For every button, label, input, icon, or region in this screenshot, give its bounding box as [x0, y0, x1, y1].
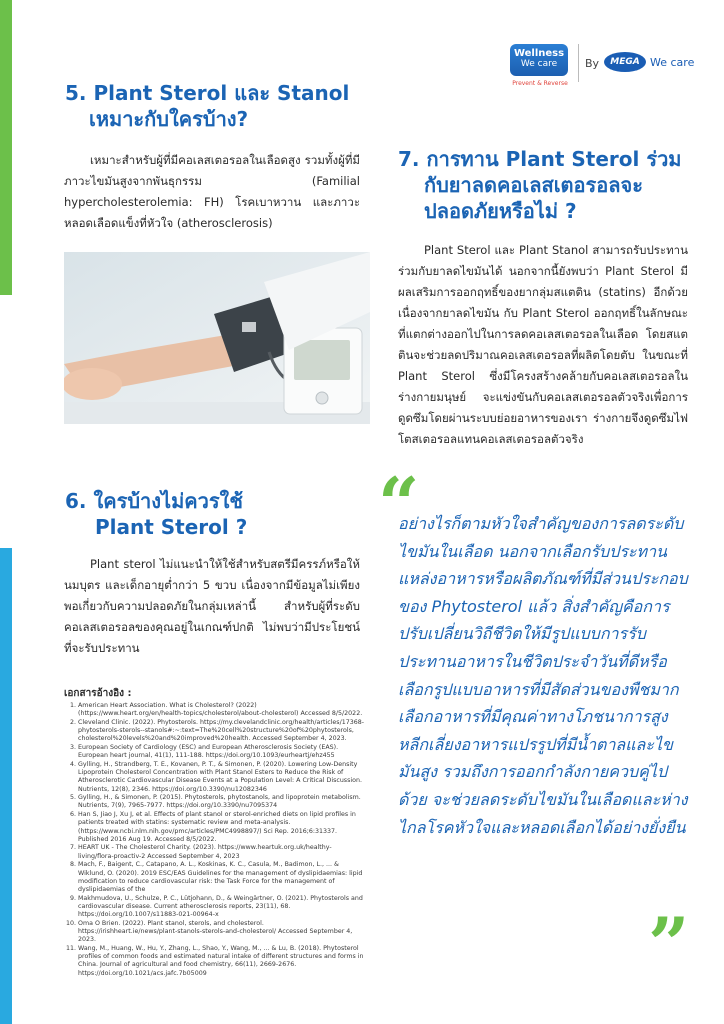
- reference-item: 7. HEART UK - The Cholesterol Charity. (2023). https://www.heartuk.org.uk/healthy-living/flora-proactiv-2 Accessed September 4, 2023: [78, 844, 364, 860]
- blue-side-bar: [0, 548, 12, 1024]
- references-list: [64, 702, 364, 978]
- reference-item: 8. Mach, F., Baigent, C., Catapano, A. L., Koskinas, K. C., Casula, M., Badimon, L., ... & Wiklund, O. (2020). 2019 ESC/EAS Guidelines for the management of dyslipidaemias: lipid modification to reduce cardiovascular risk: the Task Force for the management of dyslipidaemias of the: [78, 861, 364, 894]
- section7-title-line3: ปลอดภัยหรือไม่ ?: [424, 199, 577, 223]
- logo-by: By: [585, 57, 600, 70]
- reference-item: 11. Wang, M., Huang, W., Hu, Y., Zhang, L., Shao, Y., Wang, M., ... & Lu, B. (2018). Phytosterol profiles of common foods and estimated natural intake of different structures and forms in China. Journal of agricultural and food chemistry, 66(11), 2669-2676. https://doi.org/10.1021/acs.jafc.7b05009: [78, 945, 364, 978]
- section5-title-line2: เหมาะกับใครบ้าง?: [89, 107, 249, 131]
- reference-item: 4. Gylling, H., Strandberg, T. E., Kovanen, P. T., & Simonen, P. (2020). Lowering Low-Density Lipoprotein Cholesterol Concentration with Plant Stanol Esters to Reduce the Risk of Atherosclerotic Cardiovascular Disease Events at a Population Level: A Critical Discussion. Nutrients, 12(8), 2346. https://doi.org/10.3390/nu12082346: [78, 761, 364, 794]
- references-title: เอกสารอ้างอิง :: [64, 688, 132, 699]
- section6-title-line1: 6. ใครบ้างไม่ควรใช้: [65, 489, 243, 513]
- reference-item: 3. European Society of Cardiology (ESC) and European Atherosclerosis Society (EAS). European heart journal, 41(1), 111-188. https://doi.org/10.1093/eurheartj/ehz455: [78, 744, 364, 760]
- section7-title: [398, 146, 698, 224]
- reference-item: 6. Han S, Jiao J, Xu J, et al. Effects of plant stanol or sterol-enriched diets on lipid profiles in patients treated with statins: systematic review and meta-analysis. (https://www.ncbi.nlm.nih.gov/pmc/articles/PMC4998897/) Sci Rep. 2016;6:31337. Published 2016 Aug 19. Accessed 8/5/2022.: [78, 811, 364, 844]
- quote-close-icon: ”: [648, 901, 690, 986]
- logo-line1: Wellness: [513, 48, 565, 59]
- logo-line2: We care: [520, 59, 558, 69]
- quote-open-icon: “: [378, 461, 420, 546]
- logo-tagline: Prevent & Reverse: [512, 80, 568, 87]
- blood-pressure-illustration: [64, 252, 370, 424]
- section7-body: Plant Sterol และ Plant Stanol สามารถรับประทานร่วมกับยาลดไขมันได้ นอกจากนี้ยังพบว่า Plant Sterol มีผลเสริมการออกฤทธิ์ของยากลุ่มสแตติน (statins) อีกด้วย เนื่องจากยาลดไขมัน กับ Plant Sterol ออกฤทธิ์ในลักษณะที่แตกต่างออกไปในการลดคอเลสเตอรอลในเลือด โดยสแตตินจะช่วยลดปริมาณคอเลสเตอรอลที่ผลิตโดยตับ ในขณะที่ Plant Sterol ซึ่งมีโครงสร้างคล้ายกับคอเลสเตอรอลในร่างกายมนุษย์ จะแข่งขันกับคอเลสเตอรอลตัวจริงเพื่อการดูดซึมโดยผ่านระบบย่อยอาหารของเรา ร่างกายจึงดูดซึมไฟโตสเตอรอลแทนคอเลสเตอรอลตัวจริง: [398, 243, 688, 446]
- mega-logo: MEGA: [604, 52, 646, 72]
- section6-body: Plant sterol ไม่แนะนำให้ใช้สำหรับสตรีมีครรภ์หรือให้นมบุตร และเด็กอายุต่ำกว่า 5 ขวบ เนื่องจากมีข้อมูลไม่เพียงพอเกี่ยวกับความปลอดภัยในกลุ่มเหล่านี้ สำหรับผู้ที่ระดับคอเลสเตอรอลของคุณอยู่ในเกณฑ์ปกติ ไม่พบว่ามีประโยชน์ที่จะรับประทาน: [64, 557, 360, 655]
- blood-pressure-photo: [64, 252, 370, 424]
- section7-title-line1: 7. การทาน Plant Sterol ร่วม: [398, 147, 682, 171]
- section6-title: [65, 488, 365, 540]
- quote-text: อย่างไรก็ตามหัวใจสำคัญของการลดระดับไขมันในเลือด นอกจากเลือกรับประทานแหล่งอาหารหรือผลิตภัณฑ์ที่มีส่วนประกอบของ Phytosterol แล้ว สิ่งสำคัญคือการปรับเปลี่ยนวิถีชีวิตให้มีรูปแบบการรับประทานอาหารในชีวิตประจำวันที่ดีหรือเลือกรูปแบบอาหารที่มีสัดส่วนของพืชมากเลือกอาหารที่มีคุณค่าทางโภชนาการสูง หลีกเลี่ยงอาหารแปรรูปที่มีน้ำตาลและไขมันสูง รวมถึงการออกกำลังกายควบคู่ไปด้วย จะช่วยลดระดับไขมันในเลือดและห่างไกลโรคหัวใจและหลอดเลือกได้อย่างยั่งยืน: [398, 514, 688, 837]
- section5-title-line1: 5. Plant Sterol และ Stanol: [65, 81, 350, 105]
- mega-wecare: We care: [650, 56, 695, 69]
- green-side-bar: [0, 0, 12, 295]
- section5-body: เหมาะสำหรับผู้ที่มีคอเลสเตอรอลในเลือดสูง รวมทั้งผู้ที่มีภาวะไขมันสูงจากพันธุกรรม (Familial hypercholesterolemia: FH) โรคเบาหวาน และภาวะหลอดเลือดแข็งที่หัวใจ (atherosclerosis): [64, 153, 360, 230]
- reference-item: 2. Cleveland Clinic. (2022). Phytosterols. https://my.clevelandclinic.org/health/articles/17368-phytosterols-sterols--stanols#:~:text=The%20cell%20structure%20of%20phytosterols, cholesterol%20levels%20and%20improved%20health. Accessed September 4, 2023.: [78, 719, 364, 744]
- logo-divider: [578, 44, 579, 82]
- reference-item: 9. Makhmudova, U., Schulze, P. C., Lütjohann, D., & Weingärtner, O. (2021). Phytosterols and cardiovascular disease. Current atherosclerosis reports, 23(11), 68. https://doi.org/10.1007/s11883-021-00964-x: [78, 895, 364, 920]
- section7-title-line2: กับยาลดคอเลสเตอรอลจะ: [424, 173, 643, 197]
- reference-item: 1. American Heart Association. What is Cholesterol? (2022) (https://www.heart.org/en/health-topics/cholesterol/about-cholesterol) Accessed 8/5/2022.: [78, 702, 364, 718]
- reference-item: 5. Gylling, H., & Simonen, P. (2015). Phytosterols, phytostanols, and lipoprotein metabolism. Nutrients, 7(9), 7965-7977. https://doi.org/10.3390/nu7095374: [78, 794, 364, 810]
- reference-item: 10. Oma O Brien. (2022). Plant stanol, sterols, and cholesterol. https://irishheart.ie/news/plant-stanols-sterols-and-cholesterol/ Accessed September 4, 2023.: [78, 920, 364, 945]
- section5-title: [65, 80, 365, 132]
- section6-title-line2: Plant Sterol ?: [95, 515, 248, 539]
- wellness-logo: [510, 44, 568, 76]
